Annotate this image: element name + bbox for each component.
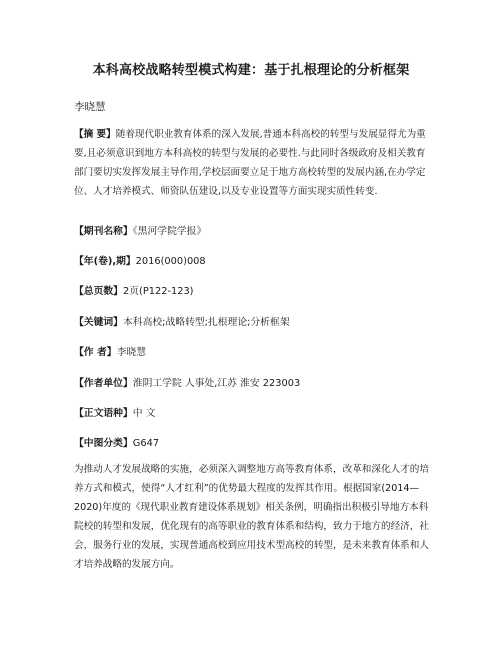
field-label: 【作 者】	[74, 347, 117, 358]
field-value: 淮阴工学院 人事处,江苏 淮安 223003	[132, 378, 301, 389]
field-value: G647	[132, 438, 160, 449]
abstract-label: 【摘 要】	[74, 129, 116, 140]
field-value: 《黑河学院学报》	[132, 226, 207, 237]
field-label: 【关键词】	[74, 317, 123, 328]
body-paragraph: 为推动人才发展战略的实施，必须深入调整地方高等教育体系，改革和深化人才的培养方式和模式，使得“人才红利”的优势最大程度的发挥其作用。根据国家(2014—2020)年度的《现代职业教育建设体系规划》相关条例，明确指出积极引导地方本科院校的转型和发展，优化现有的高等职业的教育体系和结构，致力于地方的经济，社会，服务行业的发展，实现普通高校到应用技术型高校的转型，是未来教育体系和人才培养战略的发展方向。	[74, 464, 429, 570]
field-value: 中 文	[132, 408, 156, 419]
field-label: 【作者单位】	[74, 378, 133, 389]
field-affiliation	[74, 375, 300, 389]
field-journal-name	[74, 223, 206, 237]
field-value: 2页(P122-123)	[122, 286, 194, 297]
field-page-count	[74, 283, 194, 297]
field-label: 【总页数】	[74, 286, 123, 297]
field-language	[74, 405, 156, 419]
document-title: 本科高校战略转型模式构建：基于扎根理论的分析框架	[92, 63, 410, 78]
field-keywords	[74, 314, 290, 328]
field-volume-issue	[74, 253, 206, 267]
field-label: 【中图分类】	[74, 438, 133, 449]
author-name: 李晓慧	[74, 101, 106, 113]
field-label: 【年(卷),期】	[74, 256, 136, 267]
field-value: 2016(000)008	[135, 256, 206, 267]
field-label: 【期刊名称】	[74, 226, 133, 237]
field-value: 本科高校;战略转型;扎根理论;分析框架	[122, 317, 290, 328]
field-classification	[74, 435, 159, 449]
field-label: 【正文语种】	[74, 408, 133, 419]
field-value: 李晓慧	[116, 347, 146, 358]
abstract-block	[74, 125, 434, 201]
abstract-text: 随着现代职业教育体系的深入发展,普通本科高校的转型与发展显得尤为重要,且必须意识到地方本科高校的转型与发展的必要性.与此同时各级政府及相关教育部门要切实发挥发展主导作用,学校层面要立足于地方高校转型的发展内涵,在办学定位、人才培养模式、师资队伍建设,以及专业设置等方面实现实质性转变.	[74, 129, 426, 197]
field-author	[74, 344, 146, 358]
